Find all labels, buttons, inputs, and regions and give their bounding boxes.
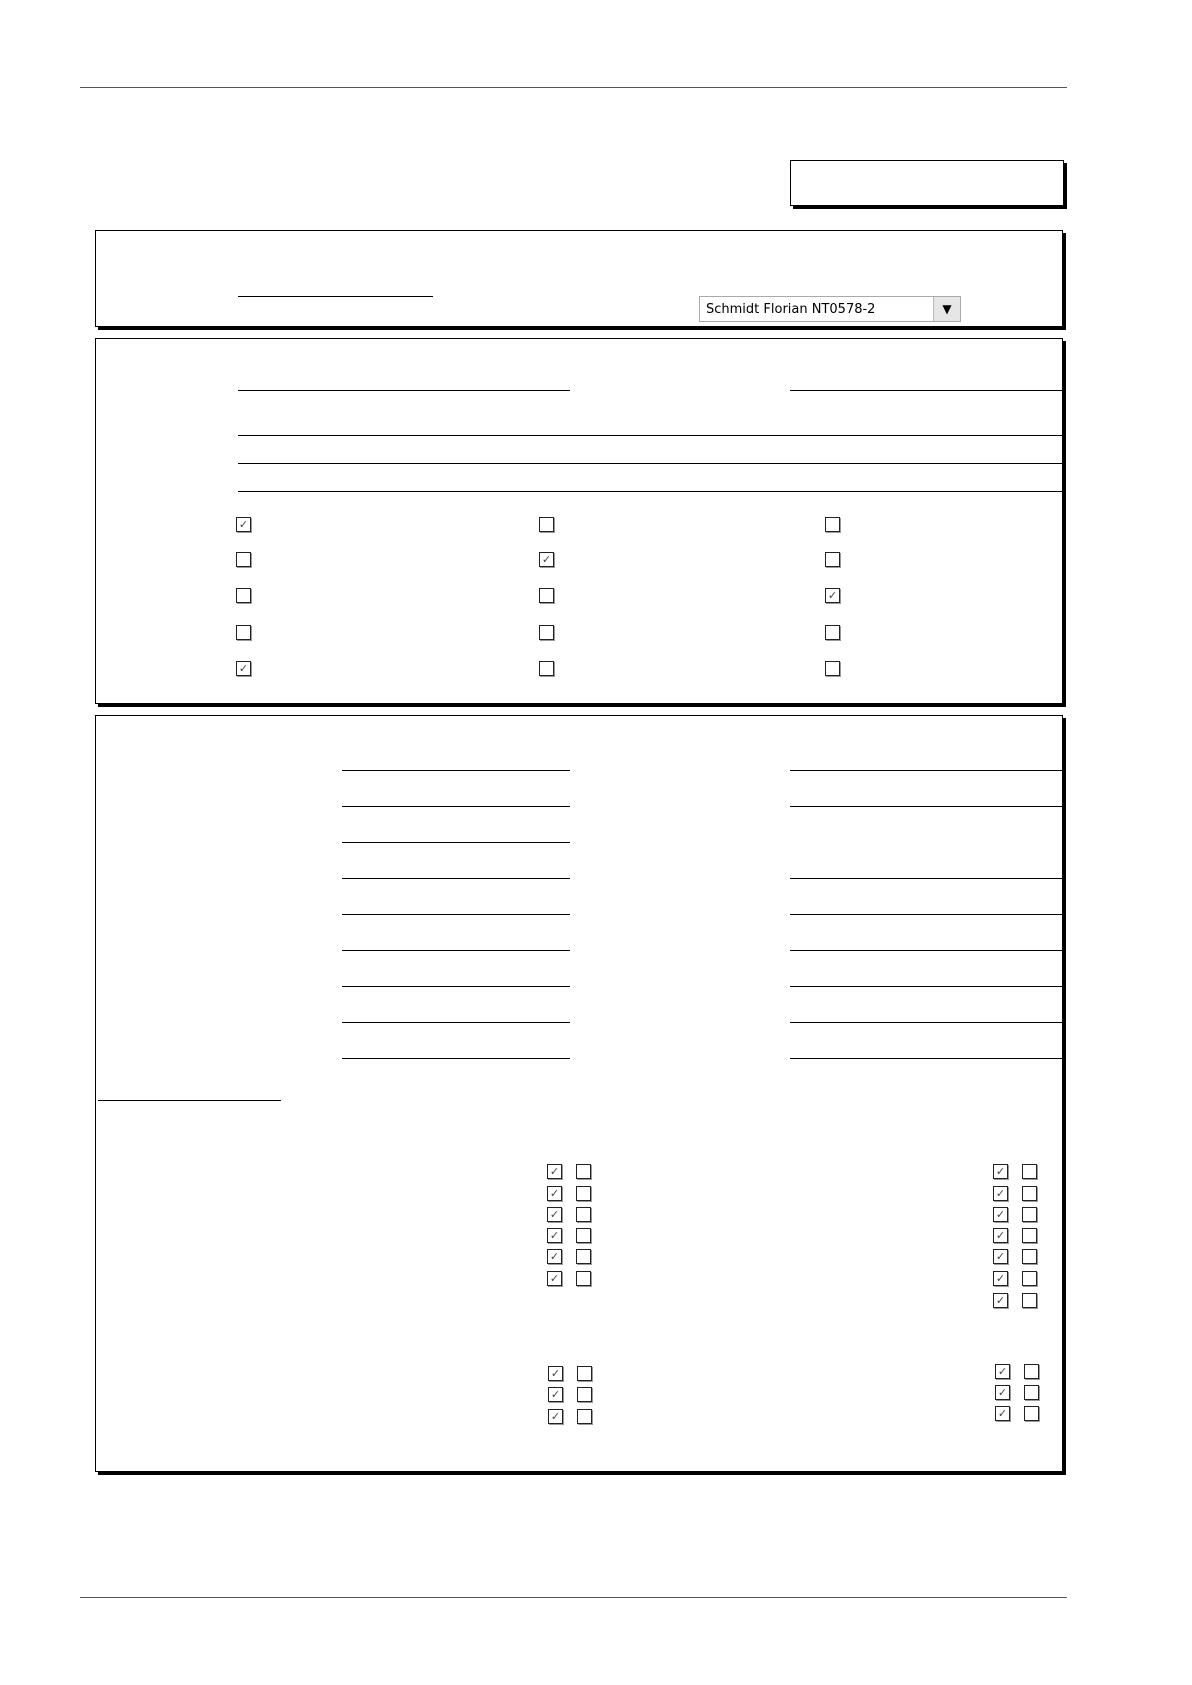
- field-line-right: [790, 770, 1062, 771]
- grid-checkbox[interactable]: ✓: [539, 552, 554, 567]
- grid-checkbox[interactable]: [825, 625, 840, 640]
- field-line-right: [790, 950, 1062, 951]
- grid-checkbox[interactable]: [825, 517, 840, 532]
- group2-right-no-checkbox[interactable]: [1024, 1406, 1039, 1421]
- grid-checkbox[interactable]: ✓: [825, 588, 840, 603]
- group1-left-yes-checkbox[interactable]: ✓: [547, 1271, 562, 1286]
- grid-checkbox[interactable]: [539, 625, 554, 640]
- group2-left-no-checkbox[interactable]: [577, 1366, 592, 1381]
- field-line-left: [342, 842, 570, 843]
- group1-left-no-checkbox[interactable]: [576, 1186, 591, 1201]
- group1-left-no-checkbox[interactable]: [576, 1228, 591, 1243]
- group2-right-yes-checkbox[interactable]: ✓: [995, 1364, 1010, 1379]
- group1-right-yes-checkbox[interactable]: ✓: [993, 1164, 1008, 1179]
- group1-right-no-checkbox[interactable]: [1022, 1271, 1037, 1286]
- group1-left-yes-checkbox[interactable]: ✓: [547, 1249, 562, 1264]
- group2-left-yes-checkbox[interactable]: ✓: [548, 1409, 563, 1424]
- group1-right-no-checkbox[interactable]: [1022, 1186, 1037, 1201]
- group1-right-no-checkbox[interactable]: [1022, 1249, 1037, 1264]
- group2-left-no-checkbox[interactable]: [577, 1387, 592, 1402]
- group2-right-yes-checkbox[interactable]: ✓: [995, 1385, 1010, 1400]
- group2-left-yes-checkbox[interactable]: ✓: [548, 1387, 563, 1402]
- group1-left-no-checkbox[interactable]: [576, 1249, 591, 1264]
- field-line-full-3: [238, 491, 1062, 492]
- group1-right-no-checkbox[interactable]: [1022, 1207, 1037, 1222]
- field-line-left: [342, 914, 570, 915]
- grid-checkbox[interactable]: ✓: [236, 661, 251, 676]
- page-header-rule: [80, 87, 1067, 88]
- group1-right-yes-checkbox[interactable]: ✓: [993, 1207, 1008, 1222]
- grid-checkbox[interactable]: [825, 661, 840, 676]
- group1-left-yes-checkbox[interactable]: ✓: [547, 1207, 562, 1222]
- field-line-left: [342, 986, 570, 987]
- field-line-left: [342, 806, 570, 807]
- field-line-left: [342, 1022, 570, 1023]
- page-footer-rule: [80, 1597, 1067, 1598]
- group1-right-no-checkbox[interactable]: [1022, 1228, 1037, 1243]
- group2-left-no-checkbox[interactable]: [577, 1409, 592, 1424]
- group1-right-no-checkbox[interactable]: [1022, 1293, 1037, 1308]
- grid-checkbox[interactable]: [539, 517, 554, 532]
- field-line-left: [342, 770, 570, 771]
- group2-right-no-checkbox[interactable]: [1024, 1364, 1039, 1379]
- person-select-value: Schmidt Florian NT0578-2: [706, 301, 876, 317]
- group1-right-yes-checkbox[interactable]: ✓: [993, 1271, 1008, 1286]
- grid-checkbox[interactable]: [539, 661, 554, 676]
- group1-left-yes-checkbox[interactable]: ✓: [547, 1164, 562, 1179]
- details-section: [95, 338, 1063, 704]
- group1-left-no-checkbox[interactable]: [576, 1164, 591, 1179]
- group1-right-no-checkbox[interactable]: [1022, 1164, 1037, 1179]
- grid-checkbox[interactable]: [236, 552, 251, 567]
- field-line-right: [790, 878, 1062, 879]
- reference-field-box[interactable]: [790, 160, 1064, 206]
- assessment-section: [95, 715, 1063, 1472]
- group1-left-yes-checkbox[interactable]: ✓: [547, 1186, 562, 1201]
- field-line-full-1: [238, 435, 1062, 436]
- group2-left-yes-checkbox[interactable]: ✓: [548, 1366, 563, 1381]
- field-line-left: [342, 878, 570, 879]
- field-line-bottom: [342, 1058, 570, 1059]
- grid-checkbox[interactable]: [236, 588, 251, 603]
- group1-right-yes-checkbox[interactable]: ✓: [993, 1293, 1008, 1308]
- field-line-left: [238, 390, 570, 391]
- field-line-bottom: [790, 1058, 1062, 1059]
- field-line-right: [790, 390, 1062, 391]
- field-line-right: [790, 806, 1062, 807]
- grid-checkbox[interactable]: ✓: [236, 517, 251, 532]
- grid-checkbox[interactable]: [539, 588, 554, 603]
- group1-right-yes-checkbox[interactable]: ✓: [993, 1228, 1008, 1243]
- person-select[interactable]: [699, 296, 961, 322]
- field-line-left: [342, 950, 570, 951]
- group2-right-yes-checkbox[interactable]: ✓: [995, 1406, 1010, 1421]
- grid-checkbox[interactable]: [825, 552, 840, 567]
- subsection-underline: [98, 1100, 281, 1101]
- group1-left-no-checkbox[interactable]: [576, 1207, 591, 1222]
- field-line-right: [790, 1022, 1062, 1023]
- person-section: [95, 230, 1063, 327]
- group1-left-no-checkbox[interactable]: [576, 1271, 591, 1286]
- field-line-right: [790, 986, 1062, 987]
- grid-checkbox[interactable]: [236, 625, 251, 640]
- field-line-right: [790, 914, 1062, 915]
- group1-right-yes-checkbox[interactable]: ✓: [993, 1249, 1008, 1264]
- group2-right-no-checkbox[interactable]: [1024, 1385, 1039, 1400]
- triangle-down-icon[interactable]: ▼: [933, 297, 960, 321]
- field-line-full-2: [238, 463, 1062, 464]
- section1-underline: [238, 296, 433, 297]
- group1-right-yes-checkbox[interactable]: ✓: [993, 1186, 1008, 1201]
- group1-left-yes-checkbox[interactable]: ✓: [547, 1228, 562, 1243]
